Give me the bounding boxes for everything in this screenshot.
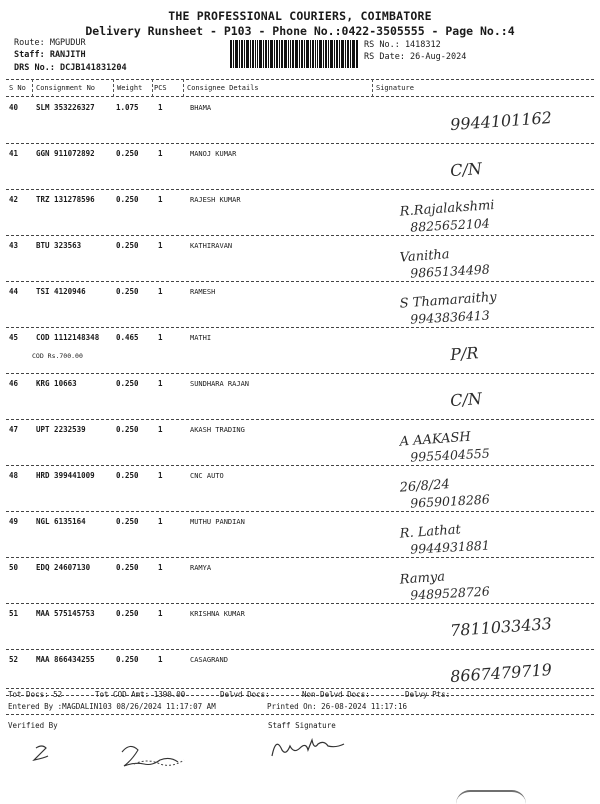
row-signature-image xyxy=(380,420,595,464)
row-sno: 41 xyxy=(9,149,19,158)
col-divider xyxy=(32,79,33,97)
row-weight: 0.250 xyxy=(116,287,139,296)
runsheet-title: Delivery Runsheet - P103 - Phone No.:0422-3505555 - Page No.:4 xyxy=(85,24,515,38)
row-consignment-number: COD 1112148348 xyxy=(36,333,100,342)
row-pieces: 1 xyxy=(158,379,163,388)
row-signature-image xyxy=(380,604,595,648)
row-consignment-number: NGL 6135164 xyxy=(36,517,86,526)
signature-text: R. Lathat xyxy=(399,522,462,542)
col-divider xyxy=(183,79,184,97)
table-row xyxy=(0,236,600,282)
row-consignment-number: HRD 399441009 xyxy=(36,471,95,480)
row-weight: 0.465 xyxy=(116,333,139,342)
rs-date: RS Date: 26-Aug-2024 xyxy=(364,52,467,62)
printed-on: Printed On: 26-08-2024 11:17:16 xyxy=(267,702,407,711)
table-row xyxy=(0,420,600,466)
total-cod-amount: Tot COD Amt: 1390.00 xyxy=(95,690,186,699)
row-sno: 46 xyxy=(9,379,19,388)
row-cod-note: COD Rs.700.00 xyxy=(32,352,83,360)
row-sno: 44 xyxy=(9,287,19,296)
col-header-weight: Weight xyxy=(117,84,143,92)
drs-number: DRS No.: DCJB141831204 xyxy=(14,63,127,73)
row-sno: 45 xyxy=(9,333,19,342)
table-row xyxy=(0,374,600,420)
signature-text: Vanitha xyxy=(399,247,451,266)
footer-rule xyxy=(6,688,594,689)
row-consignment-number: GGN 911072892 xyxy=(36,149,95,158)
col-header-consignment: Consignment No xyxy=(36,84,96,92)
row-consignee: RAMYA xyxy=(190,564,212,572)
row-weight: 0.250 xyxy=(116,563,139,572)
row-consignment-number: MAA 575145753 xyxy=(36,609,95,618)
row-signature-image xyxy=(380,282,595,326)
row-weight: 0.250 xyxy=(116,425,139,434)
row-pieces: 1 xyxy=(158,149,163,158)
route-label: Route: MGPUDUR xyxy=(14,38,86,48)
rs-number: RS No.: 1418312 xyxy=(364,40,441,50)
col-divider xyxy=(152,79,153,97)
table-row xyxy=(0,604,600,650)
row-pieces: 1 xyxy=(158,425,163,434)
row-consignment-number: SLM 353226327 xyxy=(36,103,95,112)
row-signature-image xyxy=(380,236,595,280)
staff-signature-image xyxy=(268,732,358,766)
row-pieces: 1 xyxy=(158,655,163,664)
delivered-docs: Delvd Docs: xyxy=(220,690,270,699)
table-row xyxy=(0,466,600,512)
table-row xyxy=(0,558,600,604)
barcode-image xyxy=(230,40,358,68)
signature-text: R.Rajalakshmi xyxy=(399,197,495,220)
row-consignment-number: TRZ 131278596 xyxy=(36,195,95,204)
signature-text: C/N xyxy=(449,158,483,181)
row-signature-image xyxy=(380,98,595,142)
row-weight: 0.250 xyxy=(116,517,139,526)
row-sno: 52 xyxy=(9,655,19,664)
row-consignee: RAMESH xyxy=(190,288,216,296)
row-pieces: 1 xyxy=(158,241,163,250)
signature-text: 26/8/24 xyxy=(399,477,451,496)
row-consignee: KRISHNA KUMAR xyxy=(190,610,245,618)
col-header-sno: S No xyxy=(9,84,26,92)
company-title: THE PROFESSIONAL COURIERS, COIMBATORE xyxy=(168,9,432,23)
row-consignee: MANOJ KUMAR xyxy=(190,150,237,158)
signature-phone-text: 9944931881 xyxy=(409,537,491,556)
signature-phone-text: 9865134498 xyxy=(409,261,491,280)
header-top-rule xyxy=(6,79,594,80)
signature-phone-text: 9659018286 xyxy=(409,491,491,510)
verifier-signature-image xyxy=(30,734,230,784)
row-sno: 50 xyxy=(9,563,19,572)
staff-signature-label: Staff Signature xyxy=(268,721,336,730)
row-consignment-number: KRG 10663 xyxy=(36,379,77,388)
row-signature-image xyxy=(380,144,595,188)
row-pieces: 1 xyxy=(158,103,163,112)
row-consignee: KATHIRAVAN xyxy=(190,242,233,250)
signature-text: 9944101162 xyxy=(449,108,553,135)
row-weight: 0.250 xyxy=(116,241,139,250)
row-consignee: MATHI xyxy=(190,334,212,342)
row-consignment-number: EDQ 24607130 xyxy=(36,563,91,572)
row-sno: 49 xyxy=(9,517,19,526)
row-pieces: 1 xyxy=(158,471,163,480)
row-consignee: MUTHU PANDIAN xyxy=(190,518,245,526)
row-pieces: 1 xyxy=(158,287,163,296)
signature-text: S Thamaraithy xyxy=(399,289,498,312)
row-sno: 47 xyxy=(9,425,19,434)
row-signature-image xyxy=(380,512,595,556)
row-sno: 42 xyxy=(9,195,19,204)
signature-phone-text: 9489528726 xyxy=(409,583,491,602)
signature-text: 8667479719 xyxy=(449,660,553,687)
signature-text: C/N xyxy=(449,388,483,411)
row-sno: 40 xyxy=(9,103,19,112)
col-header-pcs: PCS xyxy=(154,84,167,92)
signature-text: A AAKASH xyxy=(399,429,472,450)
footer-bottom-rule xyxy=(6,714,594,715)
row-signature-image xyxy=(380,374,595,418)
row-pieces: 1 xyxy=(158,195,163,204)
signature-text: Ramya xyxy=(399,569,446,588)
row-signature-image xyxy=(380,466,595,510)
row-sno: 48 xyxy=(9,471,19,480)
total-docs: Tot Docs: 52 xyxy=(8,690,63,699)
delivery-points: Delvy Pts: xyxy=(405,690,451,699)
staff-label: Staff: RANJITH xyxy=(14,50,86,60)
table-row xyxy=(0,98,600,144)
row-signature-image xyxy=(380,558,595,602)
row-pieces: 1 xyxy=(158,517,163,526)
row-weight: 0.250 xyxy=(116,655,139,664)
header-bottom-rule xyxy=(6,96,594,97)
signature-text: P/R xyxy=(449,343,480,365)
col-header-signature: Signature xyxy=(376,84,414,92)
row-weight: 0.250 xyxy=(116,379,139,388)
stamp-mark xyxy=(456,790,526,804)
col-header-consignee: Consignee Details xyxy=(187,84,259,92)
row-weight: 0.250 xyxy=(116,195,139,204)
row-weight: 1.075 xyxy=(116,103,139,112)
signature-phone-text: 9955404555 xyxy=(409,445,491,464)
table-row xyxy=(0,650,600,696)
row-consignee: RAJESH KUMAR xyxy=(190,196,241,204)
row-consignee: CASAGRAND xyxy=(190,656,228,664)
row-pieces: 1 xyxy=(158,333,163,342)
row-consignment-number: BTU 323563 xyxy=(36,241,82,250)
table-row xyxy=(0,282,600,328)
col-divider xyxy=(113,79,114,97)
row-sno: 51 xyxy=(9,609,19,618)
row-signature-image xyxy=(380,328,595,372)
row-consignment-number: TSI 4120946 xyxy=(36,287,86,296)
row-sno: 43 xyxy=(9,241,19,250)
col-divider xyxy=(372,79,373,97)
signature-phone-text: 9943836413 xyxy=(409,307,491,326)
table-row xyxy=(0,190,600,236)
signature-phone-text: 8825652104 xyxy=(409,215,491,234)
row-consignee: SUNDHARA RAJAN xyxy=(190,380,250,388)
row-pieces: 1 xyxy=(158,563,163,572)
row-consignee: CNC AUTO xyxy=(190,472,224,480)
row-weight: 0.250 xyxy=(116,149,139,158)
table-row xyxy=(0,512,600,558)
signature-text: 7811033433 xyxy=(449,614,553,641)
row-weight: 0.250 xyxy=(116,609,139,618)
row-consignment-number: MAA 866434255 xyxy=(36,655,95,664)
entered-by: Entered By :MAGDALIN103 08/26/2024 11:17:07 AM xyxy=(8,702,216,711)
table-row xyxy=(0,328,600,374)
row-weight: 0.250 xyxy=(116,471,139,480)
row-consignment-number: UPT 2232539 xyxy=(36,425,86,434)
table-row xyxy=(0,144,600,190)
verified-by-label: Verified By xyxy=(8,721,58,730)
non-delivered-docs: Non Delvd Docs: xyxy=(302,690,370,699)
row-consignee: BHAMA xyxy=(190,104,212,112)
row-consignee: AKASH TRADING xyxy=(190,426,245,434)
row-signature-image xyxy=(380,190,595,234)
row-pieces: 1 xyxy=(158,609,163,618)
